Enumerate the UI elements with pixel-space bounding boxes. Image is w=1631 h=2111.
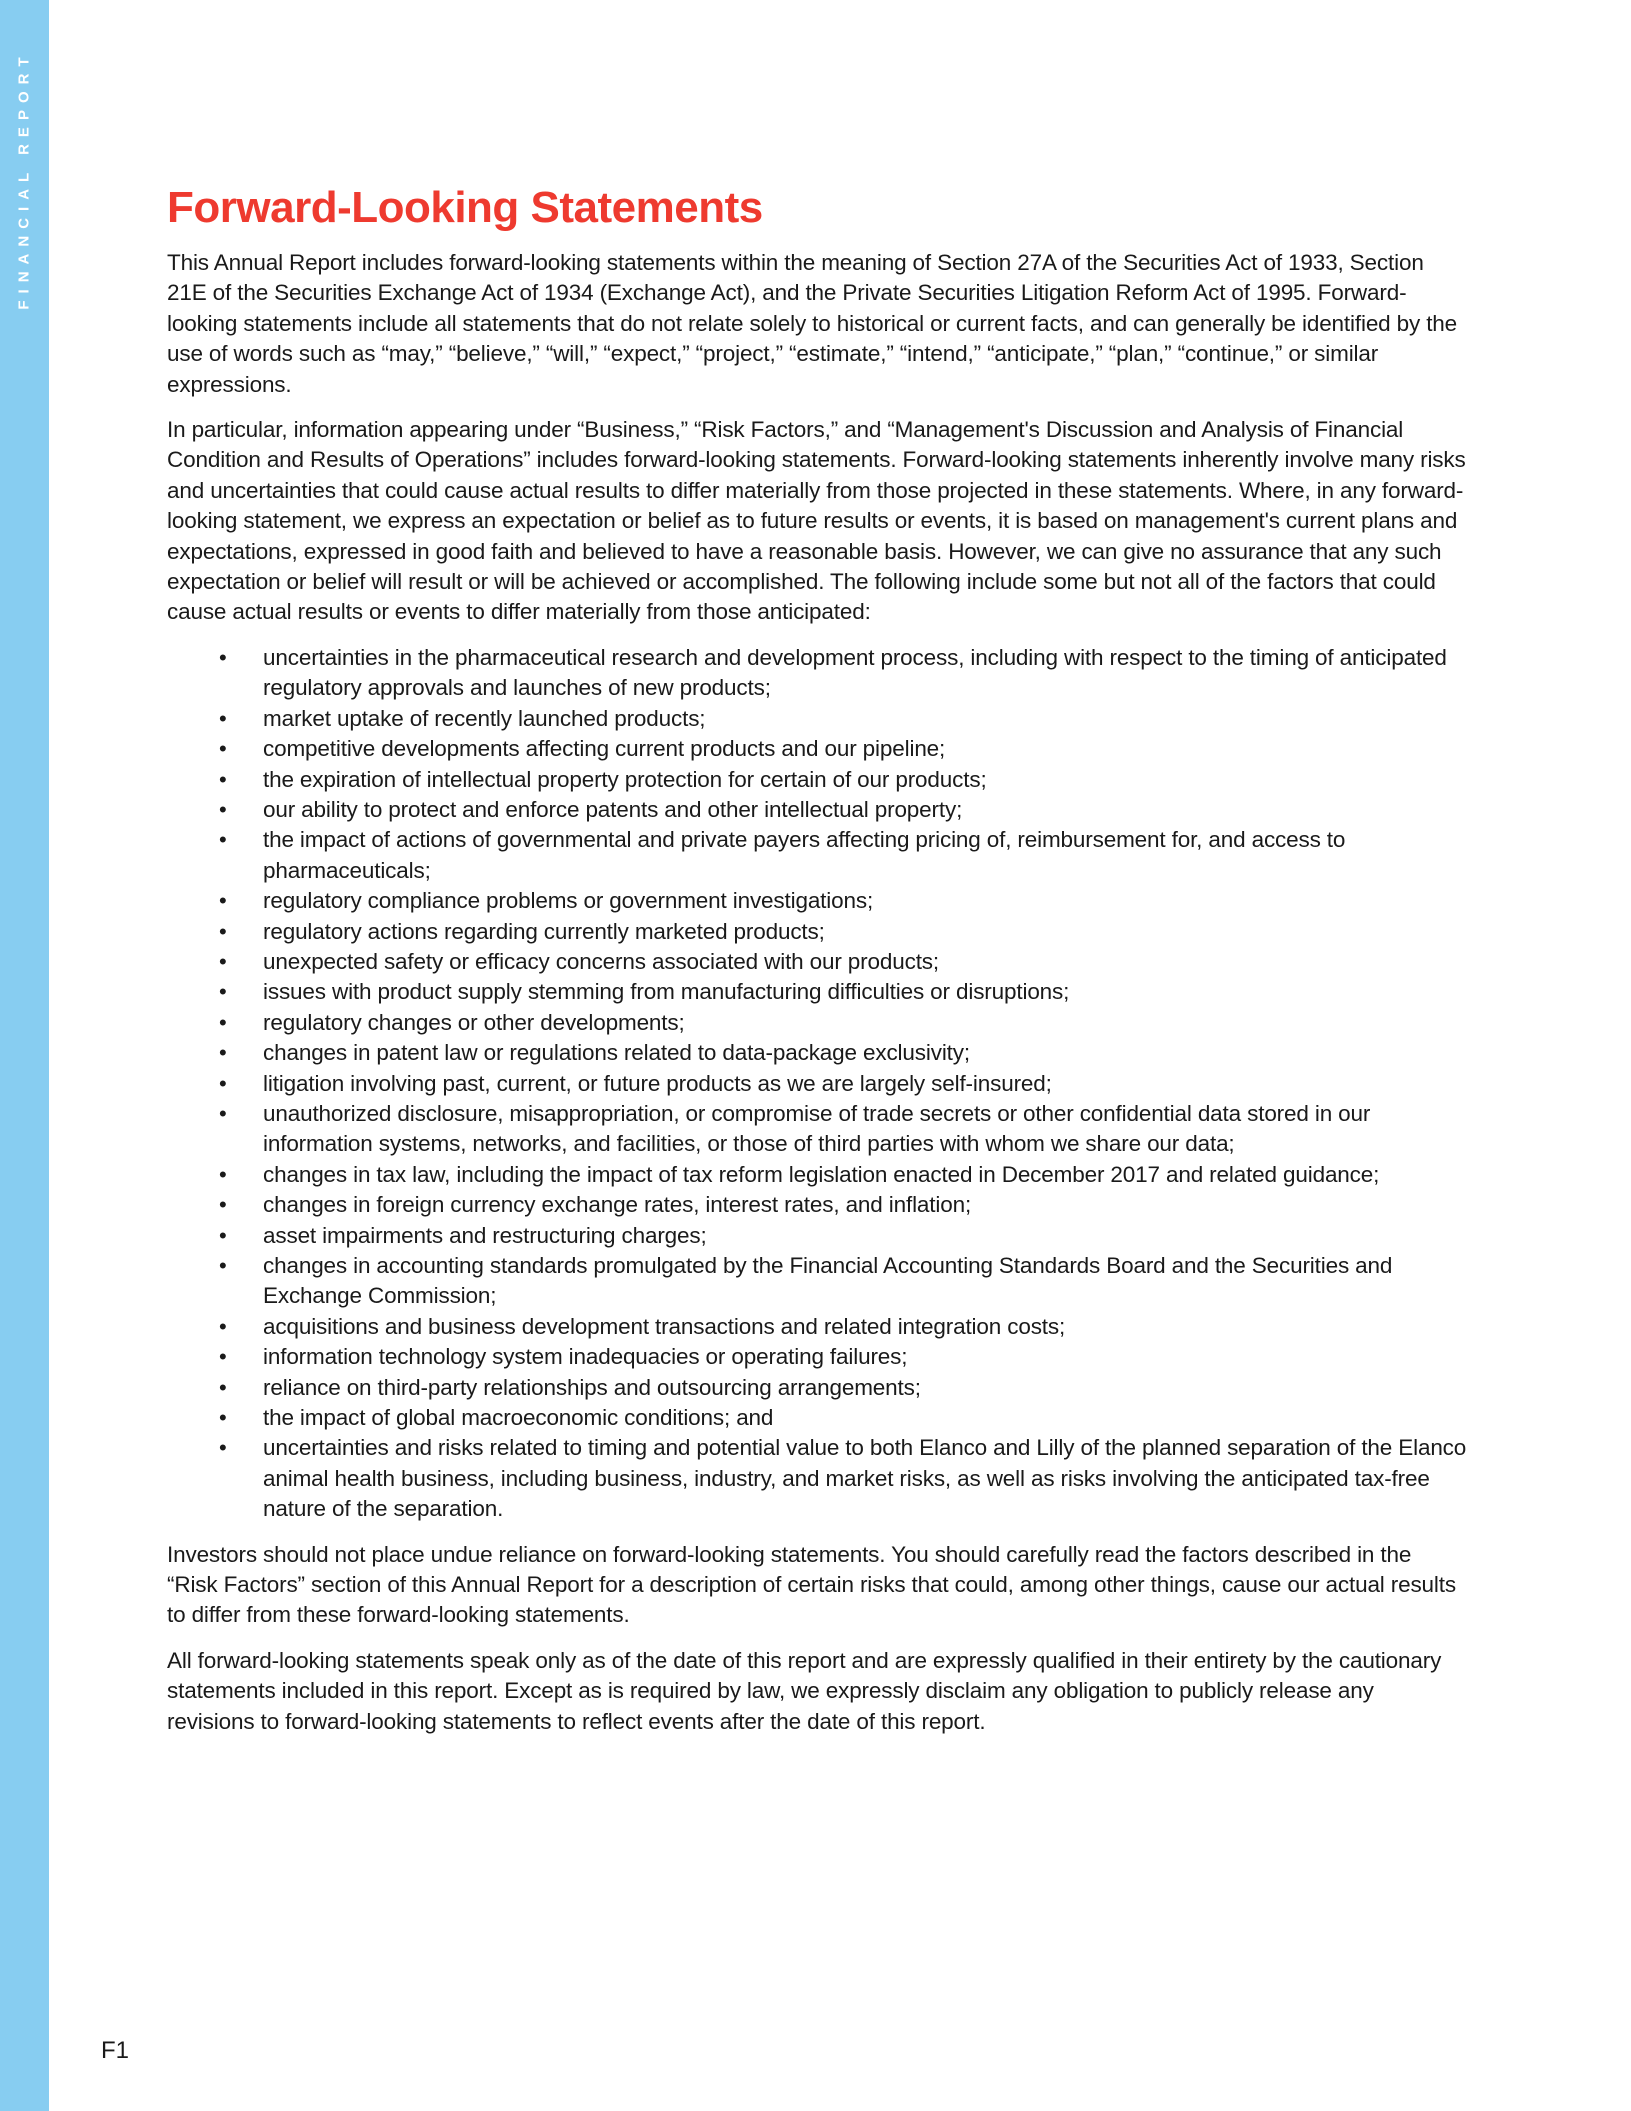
bullet-icon: •: [219, 1313, 227, 1339]
bullet-icon: •: [219, 979, 227, 1005]
list-item: • the impact of global macroeconomic conditions; and: [167, 1403, 1467, 1433]
bullet-icon: •: [219, 1374, 227, 1400]
list-item: • uncertainties in the pharmaceutical research and development process, including with respect to the timing of anticipated regulatory approvals and launches of new products;: [219, 644, 1447, 701]
list-item: • litigation involving past, current, or future products as we are largely self-insured;: [167, 1069, 1467, 1099]
bullet-icon: •: [219, 948, 227, 974]
list-item: • unauthorized disclosure, misappropriation, or compromise of trade secrets or other confidential data stored in our information systems, networks, and facilities, or those of third parties with whom we share our data;: [219, 1100, 1371, 1157]
bullet-icon: •: [219, 1222, 227, 1248]
bullet-icon: •: [219, 1040, 227, 1066]
bullet-icon: •: [219, 705, 227, 731]
list-item: • uncertainties and risks related to timing and potential value to both Elanco and Lilly of the planned separation of the Elanco animal health business, including business, industry, and market risks, as well as risks involving the anticipated tax-free nature of the separation.: [219, 1435, 1467, 1522]
bullet-icon: •: [219, 736, 227, 762]
bullet-icon: •: [219, 1435, 227, 1461]
list-item: • changes in patent law or regulations related to data-package exclusivity;: [167, 1038, 1467, 1068]
bullet-icon: •: [219, 1192, 227, 1218]
section-label: FINANCIAL REPORT: [15, 50, 33, 310]
closing-paragraph: All forward-looking statements speak only as of the date of this report and are expressly qualified in their entirety by the cautionary statements included in this report. Except as is required by law, we expressly disclaim any obligation to publicly release any revisions to forward-looking statements to reflect events after the date of this report.: [167, 1647, 1442, 1734]
bullet-icon: •: [219, 827, 227, 853]
intro-paragraph: This Annual Report includes forward-looking statements within the meaning of Section 27A of the Securities Act of 1933, Section 21E of the Securities Exchange Act of 1934 (Exchange Act), and the Private Securities Litigation Reform Act of 1995. Forward-looking statements include all statements that do not relate solely to historical or current facts, and can generally be identified by the use of words such as “may,” “believe,” “will,” “expect,” “project,” “estimate,” “intend,” “anticipate,” “plan,” “continue,” or similar expressions.: [167, 250, 1458, 397]
list-item: • acquisitions and business development transactions and related integration costs;: [167, 1312, 1467, 1342]
list-item: • reliance on third-party relationships and outsourcing arrangements;: [167, 1373, 1467, 1403]
page-content: [167, 180, 1467, 1752]
bullet-icon: •: [219, 796, 227, 822]
list-item: • changes in accounting standards promulgated by the Financial Accounting Standards Board and the Securities and Exchange Commission;: [219, 1253, 1393, 1309]
list-item: • unexpected safety or efficacy concerns associated with our products;: [167, 947, 1467, 977]
bullet-icon: •: [219, 1009, 227, 1035]
bullet-icon: •: [219, 888, 227, 914]
list-item: • the impact of actions of governmental and private payers affecting pricing of, reimbursement for, and access to pharmaceuticals;: [219, 827, 1346, 883]
page-number: F1: [101, 2037, 130, 2064]
bullet-icon: •: [219, 766, 227, 792]
sidebar-band: [0, 0, 49, 2111]
bullet-icon: •: [219, 1253, 227, 1278]
list-item: • changes in tax law, including the impact of tax reform legislation enacted in December 2017 and related guidance;: [167, 1160, 1467, 1190]
bullet-icon: •: [219, 1100, 227, 1126]
list-item: • information technology system inadequacies or operating failures;: [167, 1342, 1467, 1372]
list-item: • regulatory compliance problems or government investigations;: [167, 886, 1467, 916]
bullet-icon: •: [219, 1405, 227, 1431]
risk-factors-list: [167, 643, 1467, 1525]
bullet-icon: •: [219, 1344, 227, 1370]
bullet-icon: •: [219, 1070, 227, 1096]
particular-paragraph: In particular, information appearing under “Business,” “Risk Factors,” and “Management's Discussion and Analysis of Financial Condition and Results of Operations” includes forward-looking statements. Forward-looking statements inherently involve many risks and uncertainties that could cause actual results to differ materially from those projected in these statements. Where, in any forward-looking statement, we express an expectation or belief as to future results or events, it is based on management's current plans and expectations, expressed in good faith and believed to have a reasonable basis. However, we can give no assurance that any such expectation or belief will result or will be achieved or accomplished. The following include some but not all of the factors that could cause actual results or events to differ materially from those anticipated:: [167, 417, 1466, 625]
page-title: Forward-Looking Statements: [167, 183, 763, 232]
list-item: • competitive developments affecting current products and our pipeline;: [167, 734, 1467, 764]
list-item: • asset impairments and restructuring charges;: [167, 1221, 1467, 1251]
bullet-icon: •: [219, 644, 227, 670]
bullet-icon: •: [219, 1161, 227, 1187]
bullet-icon: •: [219, 918, 227, 944]
list-item: • issues with product supply stemming from manufacturing difficulties or disruptions;: [167, 977, 1467, 1007]
list-item: • regulatory changes or other developments;: [167, 1008, 1467, 1038]
list-item: • our ability to protect and enforce patents and other intellectual property;: [167, 795, 1467, 825]
list-item: • changes in foreign currency exchange rates, interest rates, and inflation;: [167, 1190, 1467, 1220]
list-item: • regulatory actions regarding currently marketed products;: [167, 917, 1467, 947]
list-item: • market uptake of recently launched products;: [167, 704, 1467, 734]
investors-paragraph: Investors should not place undue reliance on forward-looking statements. You should carefully read the factors described in the “Risk Factors” section of this Annual Report for a description of certain risks that could, among other things, cause our actual results to differ from these forward-looking statements.: [167, 1541, 1456, 1628]
list-item: • the expiration of intellectual property protection for certain of our products;: [167, 765, 1467, 795]
